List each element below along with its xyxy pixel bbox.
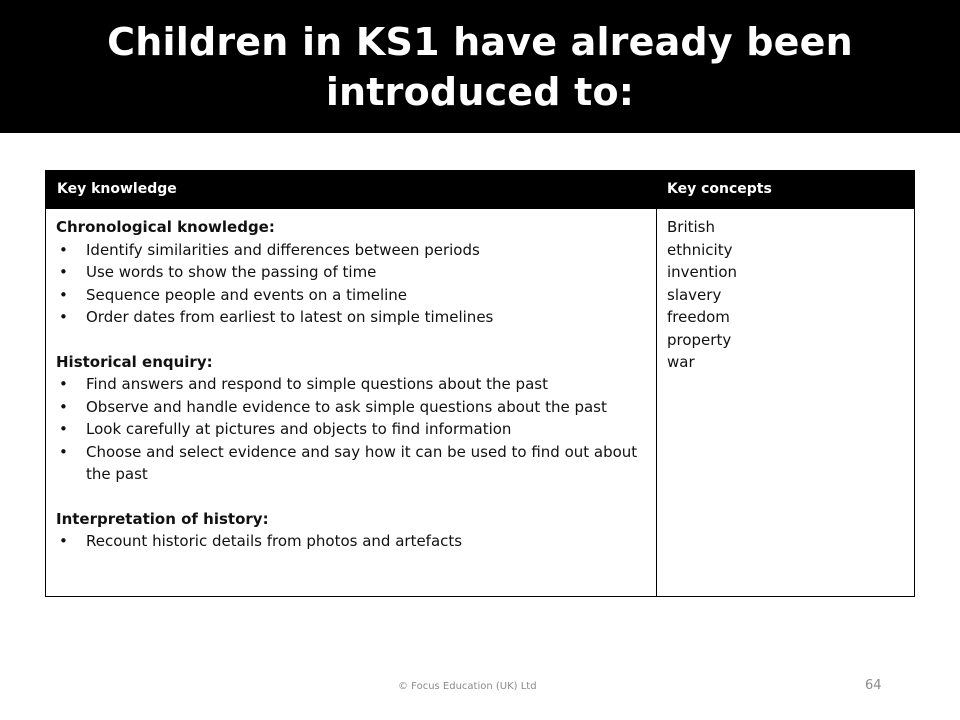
key-knowledge-column	[56, 216, 646, 553]
section-historical-enquiry	[56, 351, 646, 486]
list-item	[56, 396, 646, 419]
list-item-text: Sequence people and events on a timeline	[86, 285, 408, 304]
bullet-icon: •	[59, 442, 68, 461]
list-item	[56, 418, 646, 441]
concept-item: invention	[667, 263, 738, 281]
concept-item: property	[667, 330, 732, 349]
concept-item: British	[667, 218, 715, 236]
section-title: Interpretation of history:	[56, 509, 269, 528]
bullet-icon: •	[59, 285, 68, 304]
list-item-text: Find answers and respond to simple questions about the past	[86, 375, 548, 393]
bullet-icon: •	[59, 263, 68, 281]
list-item-text: Observe and handle evidence to ask simple questions about the past	[86, 397, 607, 416]
concept-item: freedom	[667, 308, 730, 326]
list-item-text: Identify similarities and differences between periods	[86, 240, 480, 259]
slide-title: Children in KS1 have already been introduced to:	[107, 19, 853, 114]
list-item-text: Recount historic details from photos and artefacts	[86, 532, 463, 550]
knowledge-table	[45, 170, 915, 597]
bullet-icon: •	[59, 420, 68, 438]
column-divider	[656, 209, 657, 596]
bullet-icon: •	[59, 532, 68, 550]
section-title: Historical enquiry:	[56, 352, 213, 371]
section-title: Chronological knowledge:	[56, 218, 275, 236]
list-item	[56, 373, 646, 396]
list-item-text: Use words to show the passing of time	[86, 263, 377, 281]
list-item	[56, 284, 646, 307]
list-item	[56, 306, 646, 329]
bullet-list	[56, 373, 646, 486]
header-key-concepts: Key concepts	[667, 181, 772, 197]
bullet-list	[56, 239, 646, 329]
concept-item: ethnicity	[667, 240, 733, 259]
header-key-knowledge: Key knowledge	[57, 181, 177, 197]
list-item	[56, 239, 646, 262]
bullet-icon: •	[59, 397, 68, 416]
key-concepts-column	[667, 216, 907, 374]
section-chronological	[56, 216, 646, 329]
bullet-icon: •	[59, 375, 68, 393]
concept-item: war	[667, 353, 695, 371]
section-interpretation	[56, 508, 646, 553]
bullet-list	[56, 530, 646, 553]
copyright-footer: © Focus Education (UK) Ltd	[398, 681, 537, 692]
list-item-text: Order dates from earliest to latest on simple timelines	[86, 308, 494, 326]
table-header	[46, 171, 914, 209]
page-number: 64	[865, 678, 882, 693]
list-item-text: Look carefully at pictures and objects to find information	[86, 420, 512, 438]
list-item	[56, 261, 646, 284]
title-bar	[0, 0, 960, 133]
list-item	[56, 441, 646, 486]
list-item-text: Choose and select evidence and say how it can be used to find out about the past	[86, 442, 638, 483]
bullet-icon: •	[59, 308, 68, 326]
list-item	[56, 530, 646, 553]
concept-item: slavery	[667, 285, 722, 304]
bullet-icon: •	[59, 240, 68, 259]
